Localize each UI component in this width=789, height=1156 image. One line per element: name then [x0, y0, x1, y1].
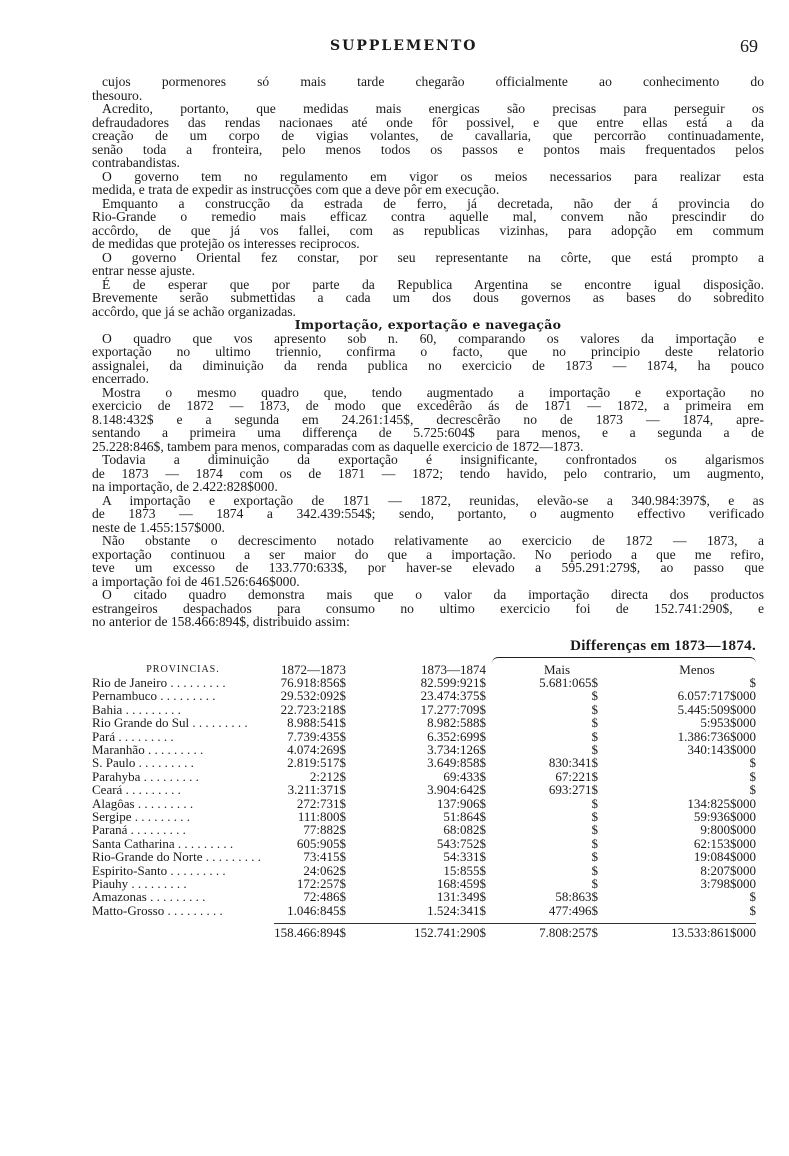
value-1872-1873: 73:415$ — [303, 849, 346, 865]
value-1872-1873: 77:882$ — [303, 822, 346, 838]
total-1873-1874: 152.741:290$ — [346, 923, 486, 939]
table-row — [92, 823, 756, 836]
table-row — [92, 770, 756, 783]
leader-dots: . . . . . . . . . — [118, 728, 174, 744]
total-1872-1873: 158.466:894$ — [274, 925, 346, 941]
text-line: Todavia a diminuição da exportação é insignificante, confrontados os algarismos — [102, 452, 764, 467]
text-line: de medidas que protejão os interesses reciprocos. — [92, 236, 360, 251]
province-label: Piauhy — [92, 876, 129, 891]
value-1872-1873: 3.211:371$ — [287, 782, 346, 798]
value-1872-1873: 24:062$ — [303, 862, 346, 878]
running-title: SUPPLEMENTO — [330, 38, 478, 54]
province-label: Pernambuco — [92, 688, 157, 704]
table-row — [92, 837, 756, 850]
value-1873-1874: 8.982:588$ — [427, 715, 486, 731]
value-1872-1873: 76.918:856$ — [280, 674, 346, 690]
col-header-provinces: PROVINCIAS. — [146, 663, 220, 675]
text-line: neste de 1.455:157$000. — [92, 519, 225, 535]
text-line: O governo tem no regulamento em vigor os meios necessarios para realizar esta — [102, 168, 764, 184]
province-name — [92, 890, 274, 903]
province-label: Amazonas — [92, 889, 147, 905]
text-line: contrabandistas. — [92, 155, 180, 170]
table-body — [92, 676, 764, 940]
paragraph — [92, 197, 764, 251]
value-1873-1874: 17.277:709$ — [420, 701, 486, 717]
value-menos: $ — [749, 755, 756, 771]
leader-dots: . . . . . . . . . — [147, 741, 204, 757]
paragraph — [92, 386, 764, 454]
province-name — [92, 730, 274, 743]
province-name — [92, 703, 274, 716]
text-line: de 1873 — 1874 a 342.439:554$; sendo, portanto, o augmento effectivo verificado — [92, 506, 764, 521]
value-1872-1873: 8.988:541$ — [287, 715, 346, 731]
province-name — [92, 689, 274, 702]
leader-dots: . . . . . . . . . — [192, 715, 248, 731]
value-1872-1873: 7.739:435$ — [287, 728, 346, 744]
value-mais: 693:271$ — [548, 782, 598, 798]
text-line: Não obstante o decrescimento notado relativamente ao exercicio de 1872 — 1873, a — [102, 533, 764, 548]
value-mais: $ — [591, 715, 598, 731]
text-line: Emquanto a construcção da estrada de ferro, já decretada, não der á provincia do — [102, 195, 764, 211]
table-row — [92, 756, 756, 769]
value-menos: 62:153$000 — [693, 835, 756, 851]
value-mais: $ — [591, 822, 598, 838]
value-1872-1873: 111:800$ — [297, 808, 346, 824]
value-mais: $ — [591, 862, 598, 878]
text-line: O governo Oriental fez constar, por seu representante na côrte, que está prompto a — [102, 249, 764, 265]
leader-dots: . . . . . . . . . — [134, 808, 190, 824]
paragraph — [92, 170, 764, 197]
table-row — [92, 783, 756, 796]
text-line: exportação no ultimo triennio, confirma o facto, que no principio deste relatorio — [92, 344, 764, 359]
province-label: Espirito-Santo — [92, 862, 168, 878]
leader-dots: . . . . . . . . . — [138, 755, 194, 771]
text-line: creação de um corpo de vigias volantes, de cavallaria, que percorrão continuadamente, — [92, 128, 764, 143]
value-1872-1873: 605:905$ — [296, 835, 346, 851]
value-menos: 9:800$000 — [700, 822, 756, 838]
table-row — [92, 810, 756, 823]
value-menos: 8:207$000 — [700, 862, 756, 878]
table-header-row — [92, 663, 756, 676]
paragraph — [92, 102, 764, 170]
value-1872-1873: 22.723:218$ — [280, 701, 346, 717]
value-menos: 340:143$000 — [687, 741, 756, 757]
text-line: 25.228:846$, tambem para menos, comparadas com as daquelle exercicio de 1872—1873. — [92, 438, 584, 454]
leader-dots: . . . . . . . . . — [150, 889, 206, 905]
value-mais: $ — [591, 701, 598, 717]
value-mais: $ — [591, 795, 598, 811]
leader-dots: . . . . . . . . . — [170, 674, 226, 690]
text-line: A importação e exportação de 1871 — 1872, reunidas, elevão-se a 340.984:397$, e as — [102, 492, 764, 508]
page-header — [0, 38, 789, 58]
paragraphs-group-a — [92, 75, 764, 318]
value-mais: $ — [591, 835, 598, 851]
value-menos: 1.386:736$000 — [677, 728, 756, 744]
value-mais: 5.681:065$ — [539, 674, 598, 690]
table-row — [92, 890, 756, 903]
section-heading: Importação, exportação e navegação — [294, 317, 562, 332]
col-header-1873: 1873—1874 — [421, 661, 486, 677]
value-1873-1874: 51:864$ — [443, 808, 486, 824]
value-mais: 67:221$ — [555, 768, 598, 784]
value-menos: 3:798$000 — [700, 876, 756, 891]
leader-dots: . . . . . . . . . — [170, 862, 226, 878]
province-label: Rio Grande do Sul — [92, 715, 190, 731]
province-label: S. Paulo — [92, 755, 136, 771]
value-1873-1874: 168:459$ — [436, 876, 486, 891]
value-1873-1874: 23.474:375$ — [420, 688, 486, 704]
table-row — [92, 904, 756, 917]
value-menos: $ — [749, 889, 756, 905]
value-1873-1874: 69:433$ — [443, 768, 486, 784]
text-line: O quadro que vos apresento sob n. 60, comparando os valores da importação e — [102, 330, 764, 346]
province-name — [92, 904, 274, 917]
col-header-mais: Mais — [544, 661, 570, 677]
value-menos: 59:936$000 — [693, 808, 756, 824]
totals-spacer — [92, 923, 274, 939]
table-row — [92, 864, 756, 877]
table-row — [92, 743, 756, 756]
value-1872-1873: 2.819:517$ — [287, 755, 346, 771]
text-line: teve um excesso de 133.770:633$, por haver-se elevado a 595.291:279$, ao passo que — [92, 560, 764, 575]
province-name — [92, 823, 274, 836]
province-name — [92, 756, 274, 769]
leader-dots: . . . . . . . . . — [130, 822, 186, 838]
leader-dots: . . . . . . . . . — [205, 849, 261, 865]
province-name — [92, 716, 274, 729]
province-label: Parahyba — [92, 768, 141, 784]
province-label: Rio de Janeiro — [92, 674, 168, 690]
paragraph — [92, 453, 764, 494]
text-line: encerrado. — [92, 371, 149, 386]
text-line: entrar nesse ajuste. — [92, 263, 196, 278]
province-name — [92, 864, 274, 877]
value-menos: 19:084$000 — [693, 849, 756, 865]
differences-heading: Differenças em 1873—1874. — [570, 637, 756, 654]
text-line: sentando a primeira uma differença de 5.725:604$ para menos, e a segunda a de — [92, 425, 764, 440]
leader-dots: . . . . . . . . . — [160, 688, 216, 704]
province-label: Paraná — [92, 822, 128, 838]
table-row — [92, 850, 756, 863]
text-line: accôrdo, de que já vos fallei, com as republicas vizinhas, para adopção em commum — [92, 222, 764, 238]
value-mais: $ — [591, 849, 598, 865]
value-mais: $ — [591, 728, 598, 744]
paragraph — [92, 534, 764, 588]
value-1872-1873: 4.074:269$ — [287, 741, 346, 757]
table-row — [92, 797, 756, 810]
value-1872-1873: 29.532:092$ — [280, 688, 346, 704]
leader-dots: . . . . . . . . . — [167, 902, 223, 918]
paragraphs-group-b — [92, 332, 764, 629]
text-line: senão toda a fronteira, pelo menos todos os passos e pontos mais frequentados pelos — [92, 141, 764, 157]
text-line: exercicio de 1872 — 1873, de modo que excedêrão ás de 1871 — 1872, a primeira em — [92, 398, 764, 413]
text-line: na importação, de 2.422:828$000. — [92, 479, 278, 494]
value-mais: 477:496$ — [548, 902, 598, 918]
text-line: de 1873 — 1874 com os de 1871 — 1872; tendo havido, pelo contrario, um augmento, — [92, 465, 764, 481]
text-line: medida, e trata de expedir as instrucções com que a deve pôr em execução. — [92, 182, 500, 197]
value-1872-1873: 72:486$ — [303, 889, 346, 905]
value-mais: $ — [591, 876, 598, 891]
province-name — [92, 850, 274, 863]
value-1873-1874: 137:906$ — [436, 795, 486, 811]
value-1872-1873: 2:212$ — [309, 768, 346, 784]
leader-dots: . . . . . . . . . — [125, 701, 181, 717]
body-text — [92, 75, 764, 940]
table-row — [92, 703, 756, 716]
province-label: Santa Catharina — [92, 835, 175, 851]
paragraph — [92, 494, 764, 535]
text-line: thesouro. — [92, 87, 143, 103]
text-line: 8.148:432$ e a segunda em 24.261:145$, decrescêrão no de 1873 — 1874, apre- — [92, 411, 764, 427]
province-name — [92, 743, 274, 756]
province-label: Alagôas — [92, 795, 135, 811]
value-mais: $ — [591, 688, 598, 704]
value-menos: 134:825$000 — [687, 795, 756, 811]
value-1873-1874: 15:855$ — [443, 862, 486, 878]
province-name — [92, 770, 274, 783]
value-1873-1874: 54:331$ — [443, 849, 486, 865]
paragraph — [92, 75, 764, 102]
paragraph — [92, 251, 764, 278]
value-1873-1874: 3.649:858$ — [427, 755, 486, 771]
leader-dots: . . . . . . . . . — [177, 835, 234, 851]
text-line: exportação continuou a ser maior do que a importação. No periodo a que me refiro, — [92, 546, 764, 562]
provinces-table — [92, 637, 764, 940]
total-menos: 13.533:861$000 — [598, 923, 756, 939]
leader-dots: . . . . . . . . . — [125, 782, 181, 798]
value-1873-1874: 1.524:341$ — [427, 902, 486, 918]
value-1873-1874: 6.352:699$ — [427, 728, 486, 744]
text-line: É de esperar que por parte da Republica Argentina se encontre igual disposição. — [102, 276, 764, 292]
province-name — [92, 837, 274, 850]
table-row — [92, 689, 756, 702]
text-line: defraudadores das rendas nacionaes até onde fôr possivel, e que entre ellas está a da — [92, 114, 764, 130]
text-line: cujos pormenores só mais tarde chegarão officialmente ao conhecimento do — [102, 74, 764, 89]
value-menos: $ — [749, 782, 756, 798]
text-line: estrangeiros despachados para consumo no ultimo exercicio foi de 152.741:290$, e — [92, 600, 764, 616]
text-line: Rio-Grande o remedio mais efficaz contra aquelle mal, convem não prescindir do — [92, 209, 764, 224]
text-line: assignalei, da diminuição da renda publica no exercicio de 1873 — 1874, ha pouco — [92, 357, 764, 373]
value-1873-1874: 3.734:126$ — [427, 741, 486, 757]
province-label: Maranhão — [92, 741, 145, 757]
value-1873-1874: 82.599:921$ — [420, 674, 486, 690]
paragraph — [92, 278, 764, 319]
paragraph — [92, 332, 764, 386]
leader-dots: . . . . . . . . . — [131, 876, 187, 891]
province-label: Pará — [92, 728, 116, 744]
province-label: Ceará — [92, 782, 123, 798]
leader-dots: . . . . . . . . . — [137, 795, 194, 811]
value-menos: $ — [749, 674, 756, 690]
value-mais: $ — [591, 808, 598, 824]
province-name — [92, 797, 274, 810]
value-mais: 58:863$ — [555, 889, 598, 905]
text-line: Brevemente serão submettidas a cada um dos dous governos as bases do sobredito — [92, 290, 764, 305]
paragraph — [92, 588, 764, 629]
value-menos: 6.057:717$000 — [677, 688, 756, 704]
province-label: Rio-Grande do Norte — [92, 849, 203, 865]
value-menos: 5:953$000 — [700, 715, 756, 731]
page-number: 69 — [740, 36, 758, 56]
col-header-menos: Menos — [679, 661, 715, 677]
province-name — [92, 877, 274, 890]
text-line: Mostra o mesmo quadro que, tendo augmentado a importação e exportação no — [102, 384, 764, 400]
province-name — [92, 676, 274, 689]
text-line: no anterior de 158.466:894$, distribuido assim: — [92, 614, 350, 629]
total-mais: 7.808:257$ — [486, 923, 598, 939]
table-row — [92, 877, 756, 890]
value-1872-1873: 272:731$ — [296, 795, 346, 811]
text-line: O citado quadro demonstra mais que o valor da importação directa dos productos — [102, 587, 764, 602]
value-menos: 5.445:509$000 — [677, 701, 756, 717]
province-label: Sergipe — [92, 808, 132, 824]
table-row — [92, 730, 756, 743]
value-menos: $ — [749, 902, 756, 918]
value-1872-1873: 1.046:845$ — [287, 902, 346, 918]
totals-row — [92, 923, 756, 939]
table-row — [92, 676, 756, 689]
table-row — [92, 716, 756, 729]
value-1872-1873: 172:257$ — [296, 876, 346, 891]
value-1873-1874: 3.904:642$ — [427, 782, 486, 798]
value-mais: 830:341$ — [548, 755, 598, 771]
value-1873-1874: 543:752$ — [436, 835, 486, 851]
value-1873-1874: 68:082$ — [443, 822, 486, 838]
province-name — [92, 783, 274, 796]
leader-dots: . . . . . . . . . — [143, 768, 199, 784]
province-label: Bahia — [92, 701, 123, 717]
value-mais: $ — [591, 741, 598, 757]
value-1873-1874: 131:349$ — [436, 889, 486, 905]
text-line: Acredito, portanto, que medidas mais energicas são precisas para perseguir os — [102, 101, 764, 116]
text-line: a importação foi de 461.526:646$000. — [92, 573, 300, 589]
differences-heading-row — [92, 637, 756, 655]
col-header-1872: 1872—1873 — [281, 661, 346, 677]
text-line: accôrdo, que já se achão organizadas. — [92, 303, 296, 319]
province-label: Matto-Grosso — [92, 902, 165, 918]
province-name — [92, 810, 274, 823]
value-menos: $ — [749, 768, 756, 784]
